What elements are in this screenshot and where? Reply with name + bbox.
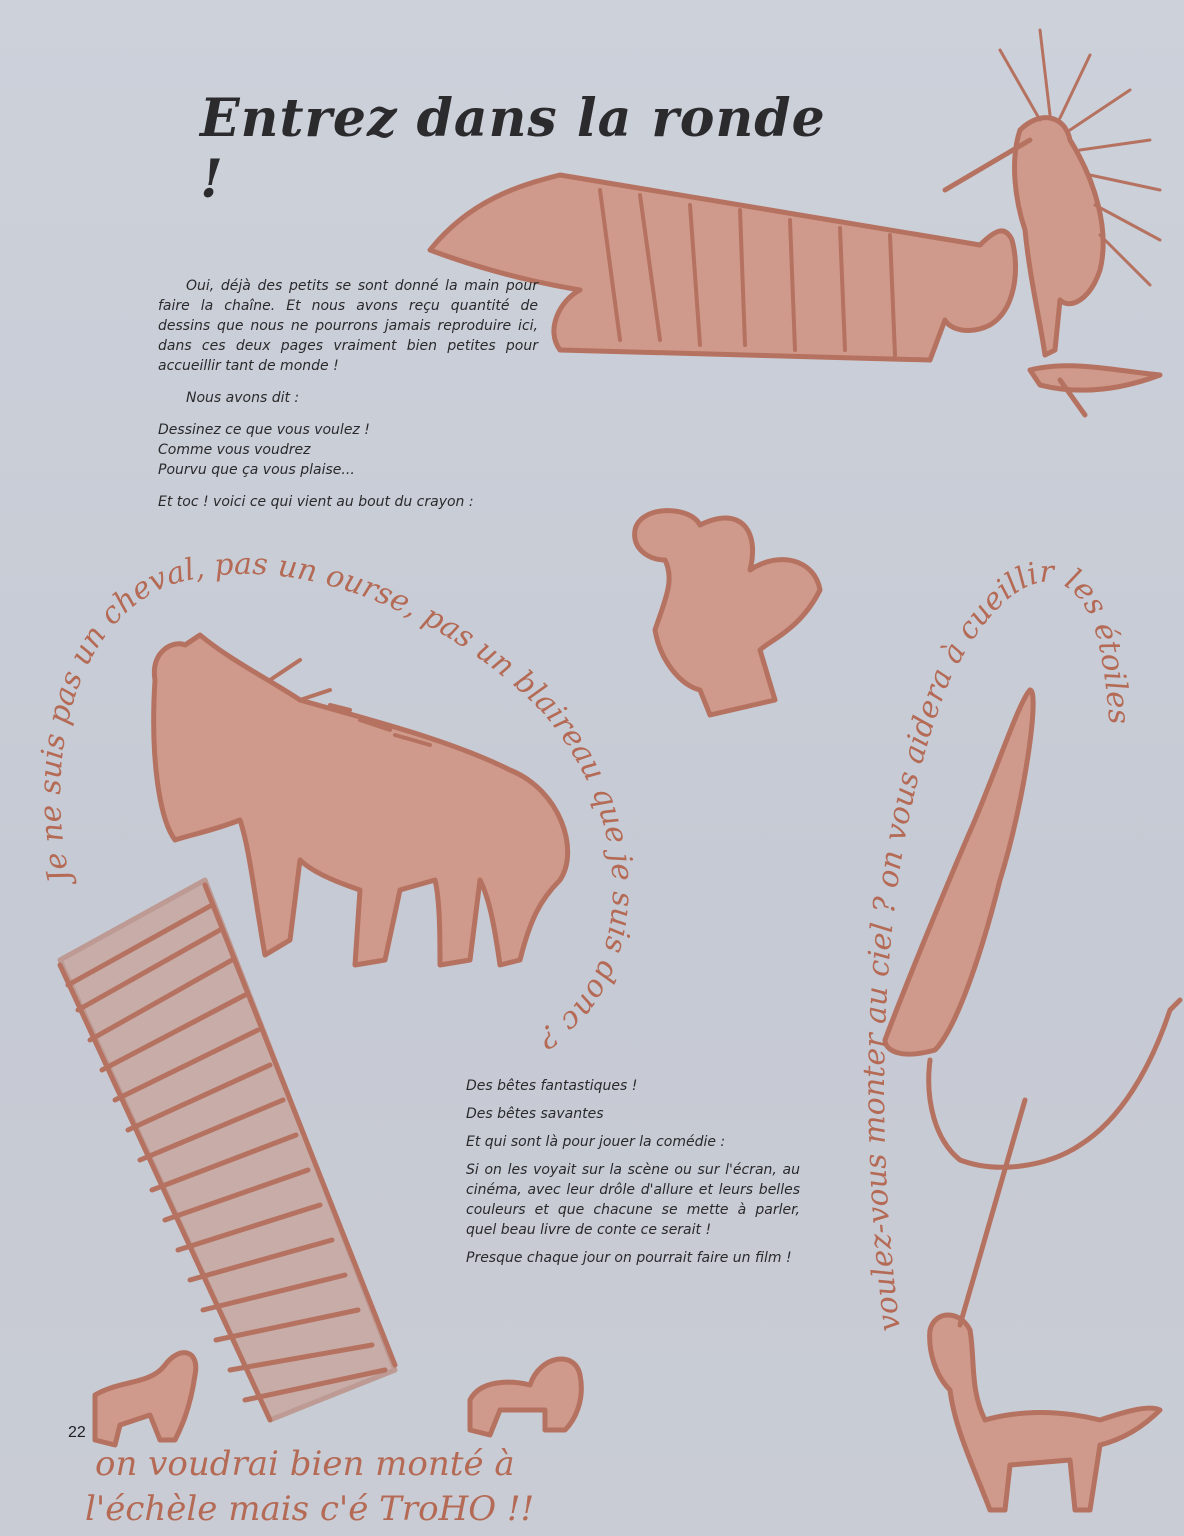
bottom-animal-1 — [95, 1353, 196, 1445]
right-loop-handwriting: voulez-vous monter au ciel ? on vous aidera à cueillir les étoiles — [857, 554, 1137, 1334]
intro-verse — [158, 420, 538, 480]
intro-paragraph-1: Oui, déjà des petits se sont donné la main pour faire la chaîne. Et nous avons reçu quantité de dessins que nous ne pourrons jamais reproduire ici, dans ces deux pages vraiment bien petites pour accueillir tant de monde ! — [158, 278, 538, 374]
verse-line-2: Comme vous voudrez — [158, 442, 311, 458]
intro-paragraph-3: Et toc ! voici ce qui vient au bout du crayon : — [158, 494, 474, 510]
page-title: Entrez dans la ronde ! — [200, 88, 826, 210]
horse-loop-handwriting: Je ne suis pas un cheval, pas un ourse, pas un blaireau que je suis donc ? — [33, 546, 640, 1055]
verse-line-3: Pourvu que ça vous plaise... — [158, 462, 355, 478]
second-paragraph-4: Si on les voyait sur la scène ou sur l'écran, au cinéma, avec leur drôle d'allure et leurs belles couleurs et que chacune se mette à parler, quel beau livre de conte ce serait ! — [466, 1162, 800, 1238]
second-paragraph-2: Des bêtes savantes — [466, 1106, 604, 1122]
bird-drawing — [1015, 118, 1104, 355]
second-paragraph-1: Des bêtes fantastiques ! — [466, 1078, 638, 1094]
small-creature-drawing — [635, 511, 820, 715]
second-text — [466, 1076, 800, 1276]
page-number: 22 — [68, 1424, 86, 1441]
intro-paragraph-2: Nous avons dit : — [186, 390, 300, 406]
bottom-handwriting-line-2: l'échèle mais c'é TroHO !! — [85, 1489, 535, 1529]
right-bottom-creature — [930, 1315, 1160, 1510]
ladder-drawing — [60, 880, 395, 1420]
intro-text — [158, 276, 538, 524]
second-paragraph-5: Presque chaque jour on pourrait faire un film ! — [466, 1250, 792, 1266]
bottom-handwriting-line-1: on voudrai bien monté à — [95, 1444, 515, 1484]
bird-ground — [1030, 366, 1160, 390]
second-paragraph-3: Et qui sont là pour jouer la comédie : — [466, 1134, 726, 1150]
bottom-animal-2 — [470, 1359, 581, 1435]
verse-line-1: Dessinez ce que vous voulez ! — [158, 422, 370, 438]
